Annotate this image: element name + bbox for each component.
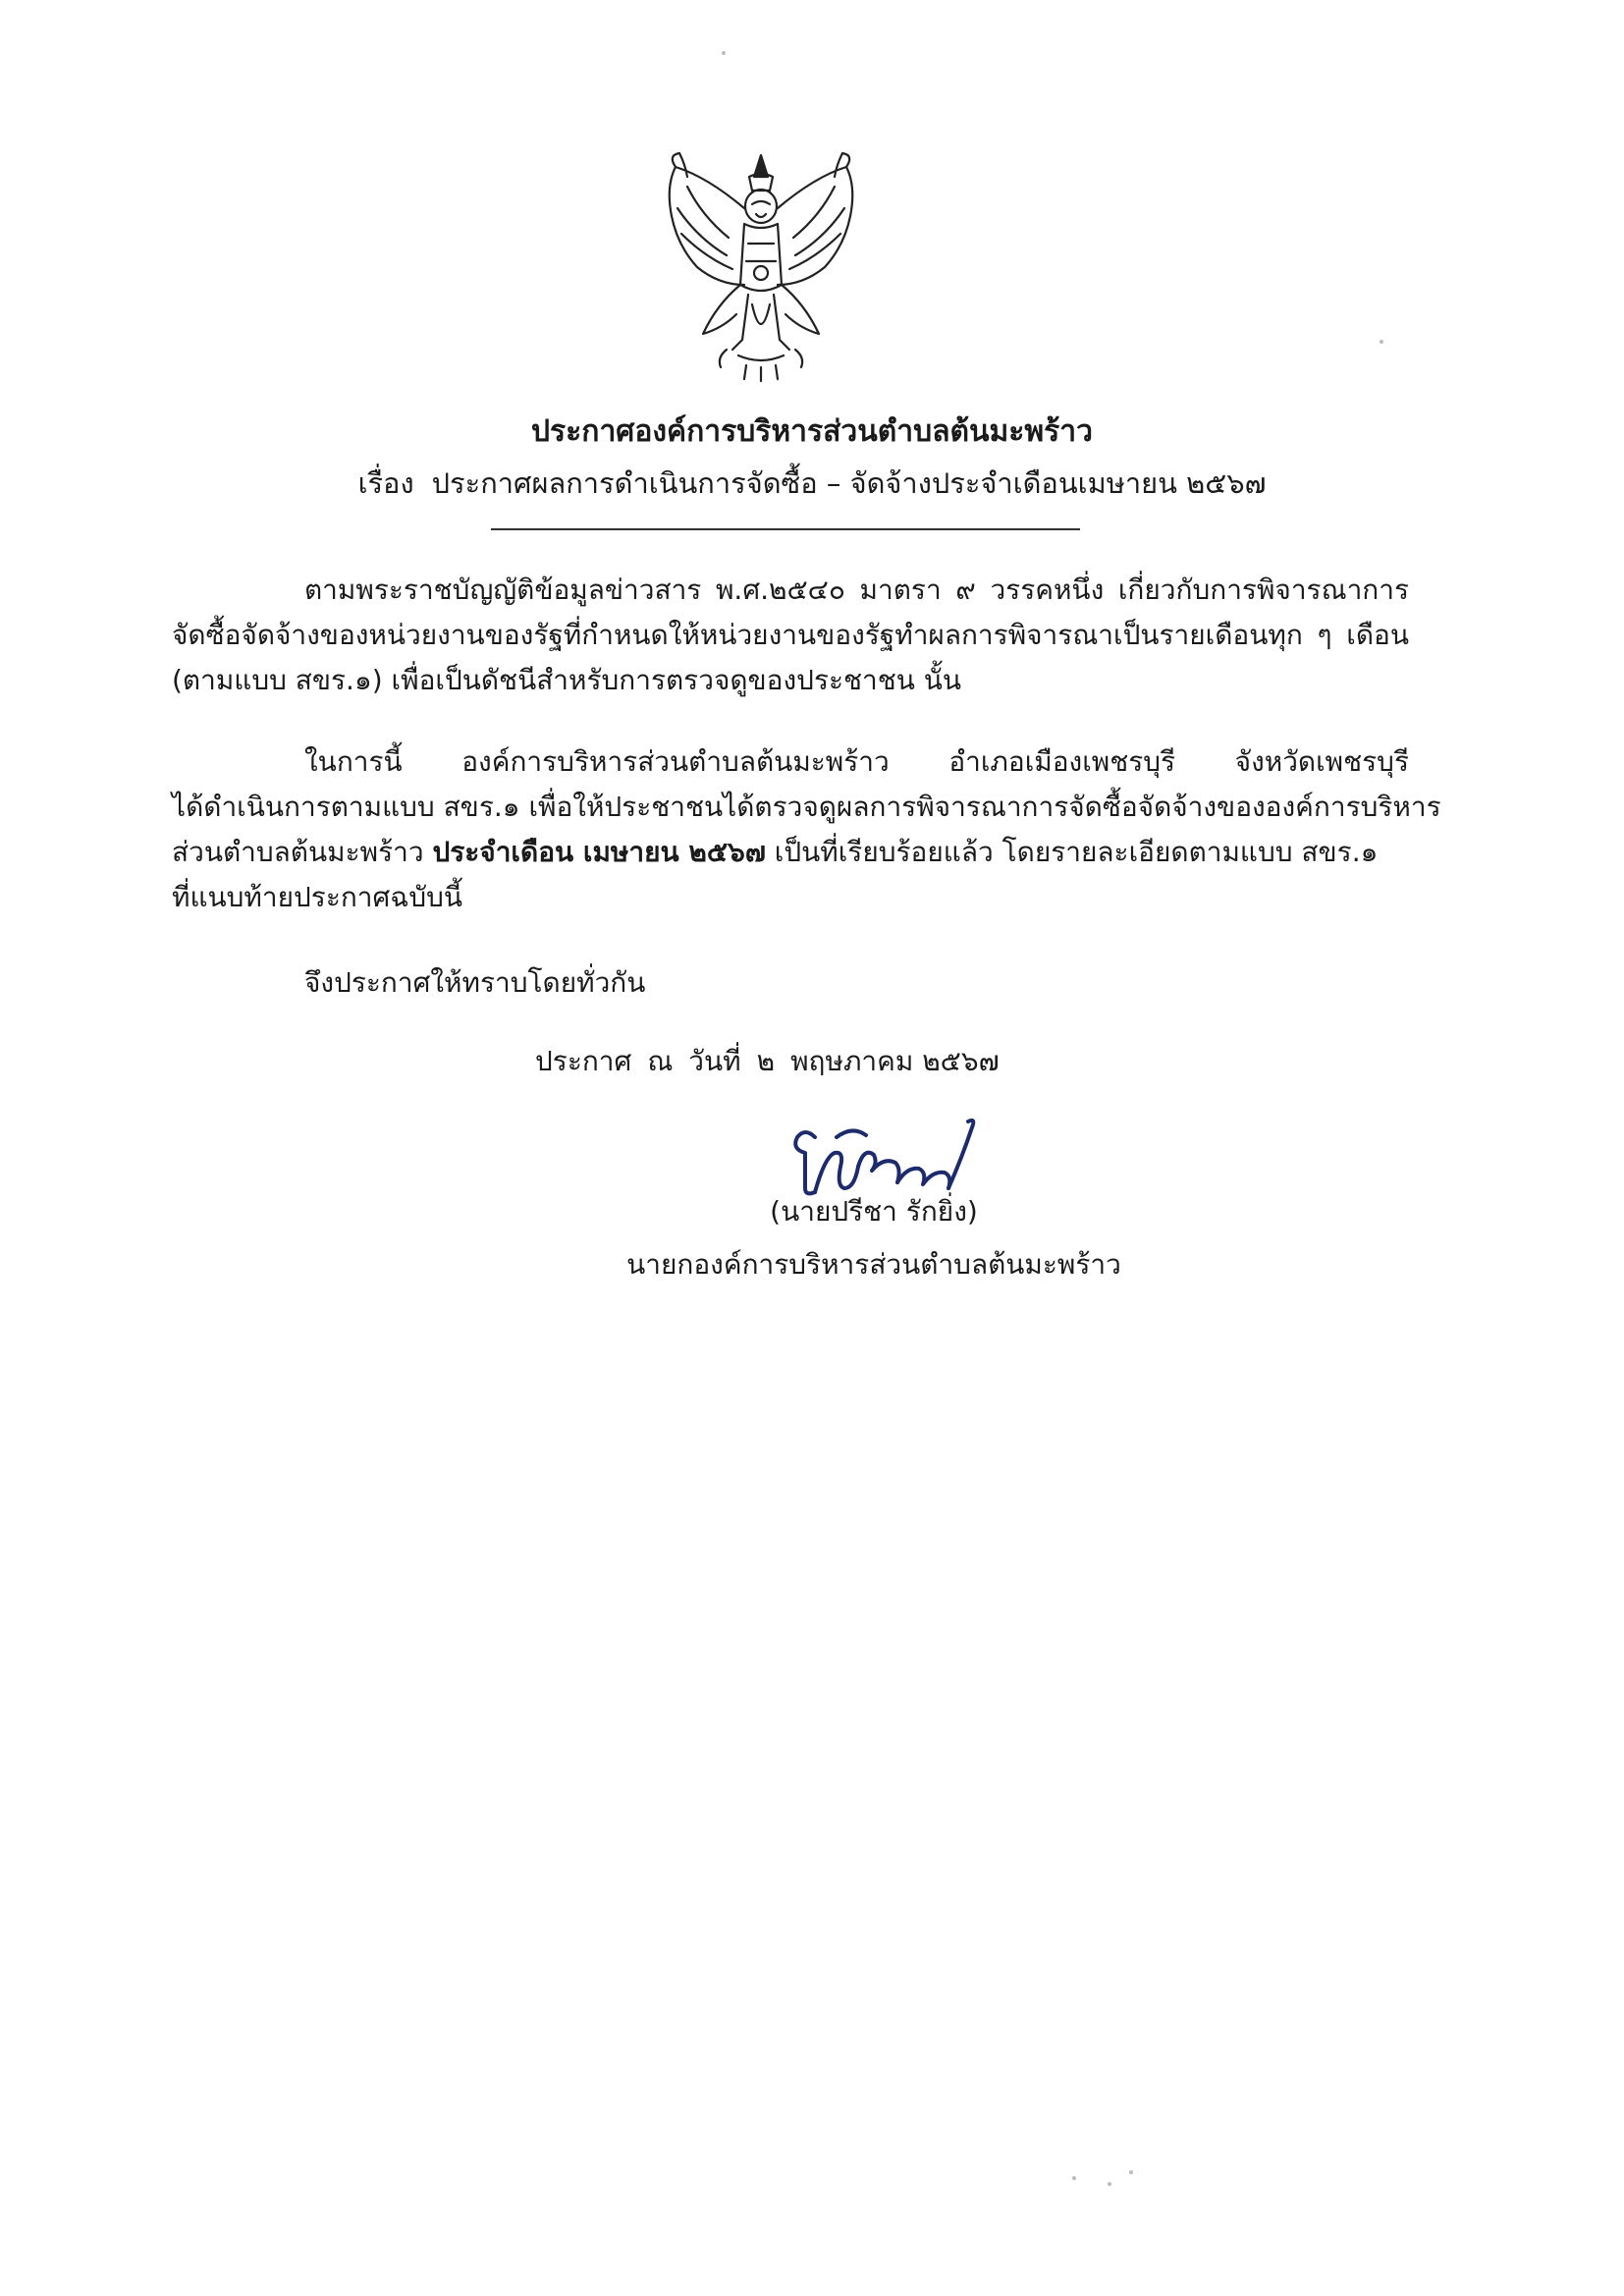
subject-text: ประกาศผลการดำเนินการจัดซื้อ – จัดจ้างประจำเดือนเมษายน ๒๕๖๗ [431,466,1267,500]
paragraph-1-line: (ตามแบบ สขร.๑) เพื่อเป็นดัชนีสำหรับการตรวจดูของประชาชน นั้น [172,664,962,696]
announcement-title: ประกาศองค์การบริหารส่วนตำบลต้นมะพร้าว [531,414,1093,449]
body-paragraph-2 [172,739,1441,920]
paragraph-2-line: ได้ดำเนินการตามแบบ สขร.๑ เพื่อให้ประชาชนได้ตรวจดูผลการพิจารณาการจัดซื้อจัดจ้างขององค์การบริหาร [172,791,1441,823]
paragraph-1-line: ตามพระราชบัญญัติข้อมูลข่าวสาร พ.ศ.๒๕๔๐ มาตรา ๙ วรรคหนึ่ง เกี่ยวกับการพิจารณาการ [304,574,1409,606]
closing-statement: จึงประกาศให้ทราบโดยทั่วกัน [304,966,646,999]
scan-speck [722,51,726,55]
scan-speck [1072,2176,1076,2180]
announcement-subject [0,464,1624,503]
scan-speck [1108,2182,1111,2186]
paragraph-2-line: ที่แนบท้ายประกาศฉบับนี้ [172,881,463,913]
scan-speck [1380,340,1383,344]
signer-name: (นายปรีชา รักยิ่ง) [770,1195,978,1228]
header-divider [491,528,1080,530]
body-paragraph-1 [172,568,1409,703]
date-day: ๒ [756,1045,776,1077]
date-at: ณ [647,1045,674,1077]
line3-prefix: ส่วนตำบลต้นมะพร้าว [172,836,433,868]
scan-speck [1129,2170,1133,2174]
paragraph-1-line: จัดซื้อจัดจ้างของหน่วยงานของรัฐที่กำหนดให้หน่วยงานของรัฐทำผลการพิจารณาเป็นรายเดือนทุก ๆ เดือน [172,619,1409,651]
date-month-year: พฤษภาคม ๒๕๖๗ [790,1045,1000,1077]
date-prefix: ประกาศ [535,1045,632,1077]
announcement-date [535,1039,1015,1084]
signer-position: นายกองค์การบริหารส่วนตำบลต้นมะพร้าว [626,1248,1121,1281]
paragraph-2-line: ในการนี้ องค์การบริหารส่วนตำบลต้นมะพร้าว อำเภอเมืองเพชรบุรี จังหวัดเพชรบุรี [304,745,1409,778]
date-day-label: วันที่ [688,1045,741,1077]
garuda-emblem-icon [658,147,864,383]
subject-label: เรื่อง [357,466,414,500]
month-year-highlight: ประจำเดือน เมษายน ๒๕๖๗ [432,836,766,868]
paragraph-2-line [172,830,1409,875]
line3-suffix: เป็นที่เรียบร้อยแล้ว โดยรายละเอียดตามแบบ สขร.๑ [765,836,1379,868]
